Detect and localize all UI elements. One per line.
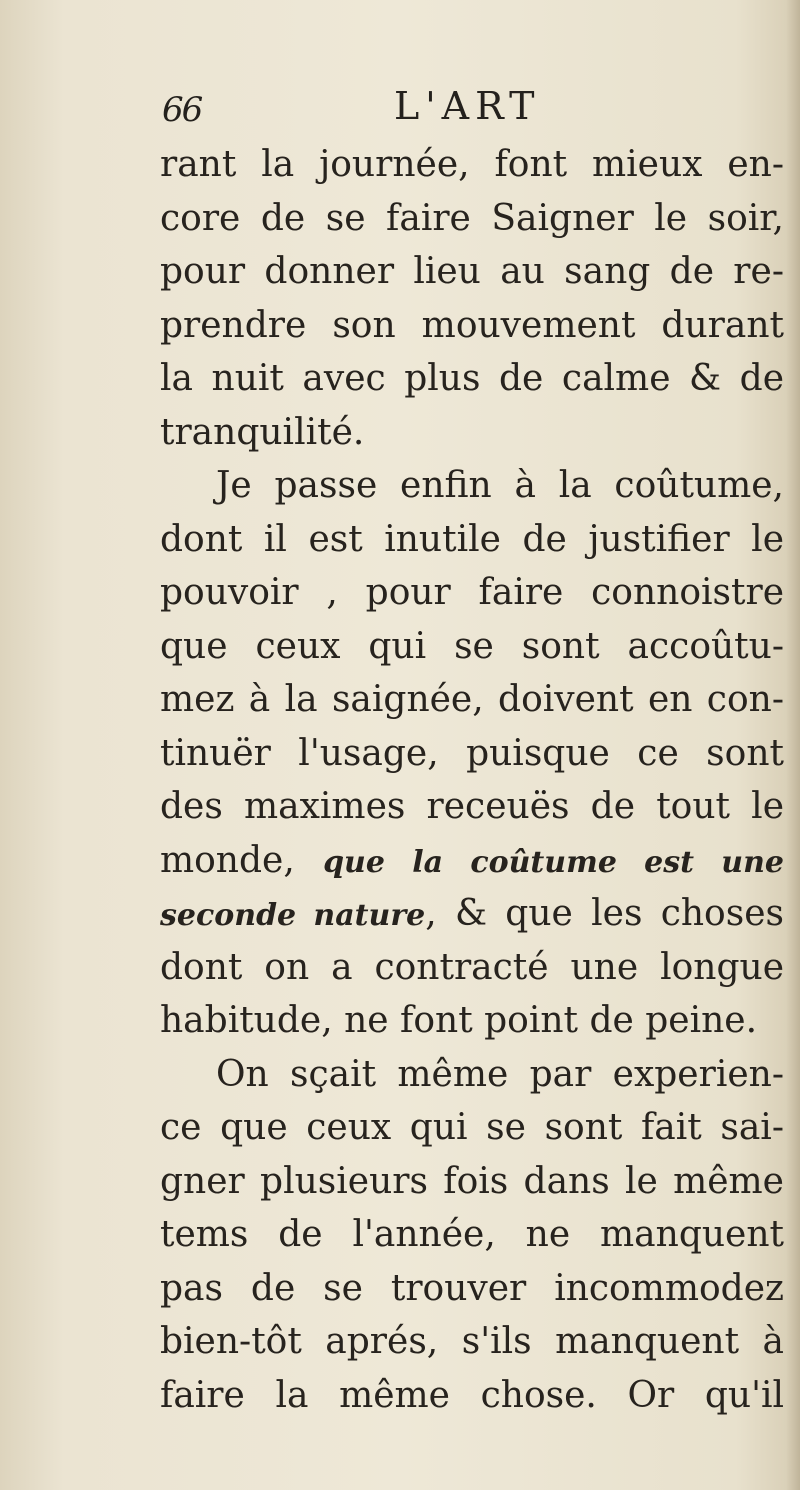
text-line-mixed [160, 887, 784, 941]
text-line: la nuit avec plus de calme & de [160, 358, 784, 399]
text-line: pouvoir , pour faire connoistre [160, 572, 784, 613]
running-title: L'ART [394, 84, 541, 128]
text-line: pas de se trouver incommodez [160, 1267, 784, 1309]
text-fragment: monde, [160, 839, 295, 881]
text-line: gner plusieurs fois dans le même [160, 1160, 784, 1202]
page-edge-shadow [786, 0, 800, 1490]
italic-maxim: seconde nature [160, 898, 426, 933]
paragraph-start-line: On sçait même par experien- [216, 1053, 784, 1095]
page-header [162, 84, 782, 140]
text-line: dont il est inutile de justifier le [160, 518, 784, 560]
text-line: dont on a contracté une longue [160, 946, 784, 988]
text-line: tems de l'année, ne manquent [160, 1214, 784, 1255]
text-line: pour donner lieu au sang de re- [160, 251, 784, 292]
italic-maxim: que la coûtume est une [323, 844, 784, 880]
paragraph-start-line: Je passe enfin à la coûtume, [216, 465, 784, 506]
text-line: tranquilité. [160, 411, 365, 453]
text-line: habitude, ne font point de peine. [160, 1000, 758, 1041]
body-text [160, 138, 784, 1422]
text-fragment: , & que les choses [425, 893, 784, 934]
text-line: que ceux qui se sont accoûtu- [160, 625, 784, 667]
text-line: core de se faire Saigner le soir, [160, 197, 784, 239]
text-line: rant la journée, font mieux en- [160, 144, 784, 185]
text-line-mixed [160, 834, 784, 888]
text-line: ce que ceux qui se sont fait sai- [160, 1107, 784, 1148]
text-line: mez à la saignée, doivent en con- [160, 679, 784, 720]
text-line: des maximes receuës de tout le [160, 786, 784, 827]
text-line: faire la même chose. Or qu'il [160, 1374, 784, 1416]
text-line: bien-tôt aprés, s'ils manquent à [160, 1321, 784, 1362]
text-line: prendre son mouvement durant [160, 304, 784, 346]
text-line: tinuër l'usage, puisque ce sont [160, 732, 784, 774]
page-number: 66 [162, 90, 202, 130]
